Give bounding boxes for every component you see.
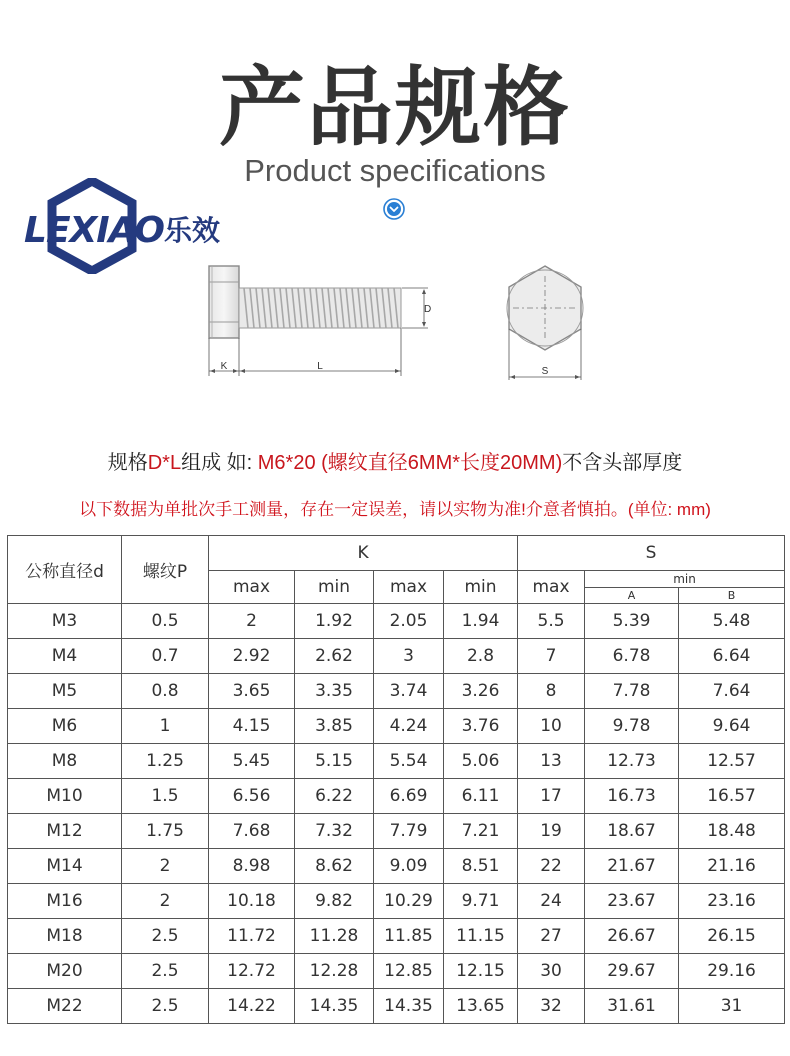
spec-description <box>0 446 790 475</box>
table-cell: 1.5 <box>122 779 209 814</box>
table-cell: M3 <box>8 604 122 639</box>
table-cell: 5.39 <box>585 604 679 639</box>
table-row <box>8 919 785 954</box>
table-cell: 2.8 <box>444 639 518 674</box>
table-cell: 3.26 <box>444 674 518 709</box>
svg-text:乐效: 乐效 <box>164 214 221 247</box>
table-row <box>8 604 785 639</box>
table-cell: 1.75 <box>122 814 209 849</box>
table-cell: 2 <box>122 884 209 919</box>
table-cell: 13 <box>518 744 585 779</box>
table-row <box>8 954 785 989</box>
table-cell: 2.5 <box>122 954 209 989</box>
table-cell: 19 <box>518 814 585 849</box>
table-cell: 2.05 <box>374 604 444 639</box>
svg-text:LEXIAO: LEXIAO <box>24 210 165 251</box>
table-row <box>8 849 785 884</box>
table-cell: M16 <box>8 884 122 919</box>
table-cell: 7.79 <box>374 814 444 849</box>
header-k-min-1: min <box>295 571 374 604</box>
table-cell: 0.8 <box>122 674 209 709</box>
table-cell: 29.16 <box>679 954 785 989</box>
table-cell: 3 <box>374 639 444 674</box>
table-cell: 30 <box>518 954 585 989</box>
header-pitch: 螺纹P <box>122 536 209 604</box>
spec-table <box>7 535 785 1024</box>
table-cell: 7 <box>518 639 585 674</box>
header-k: K <box>209 536 518 571</box>
table-row <box>8 674 785 709</box>
header-diameter: 公称直径d <box>8 536 122 604</box>
spec-suffix: 不含头部厚度 <box>562 452 683 474</box>
table-cell: 29.67 <box>585 954 679 989</box>
table-cell: 18.67 <box>585 814 679 849</box>
table-row <box>8 884 785 919</box>
table-cell: 1.25 <box>122 744 209 779</box>
table-cell: 1.92 <box>295 604 374 639</box>
header-s-min: min <box>585 571 785 588</box>
table-cell: 8.51 <box>444 849 518 884</box>
table-cell: 22 <box>518 849 585 884</box>
table-cell: 9.71 <box>444 884 518 919</box>
table-cell: M14 <box>8 849 122 884</box>
page-title: 产品规格 <box>219 58 571 158</box>
l-label: L <box>317 361 323 372</box>
table-cell: 23.16 <box>679 884 785 919</box>
table-cell: 3.85 <box>295 709 374 744</box>
table-cell: 9.09 <box>374 849 444 884</box>
table-cell: 9.82 <box>295 884 374 919</box>
table-cell: 10.29 <box>374 884 444 919</box>
spec-example: M6*20 (螺纹直径6MM*长度20MM) <box>257 452 563 474</box>
table-cell: 6.64 <box>679 639 785 674</box>
table-row <box>8 639 785 674</box>
table-cell: 11.85 <box>374 919 444 954</box>
table-cell: 14.35 <box>295 989 374 1024</box>
table-cell: 7.64 <box>679 674 785 709</box>
spec-dl: D*L <box>147 452 182 474</box>
table-cell: 27 <box>518 919 585 954</box>
table-cell: 3.65 <box>209 674 295 709</box>
header-s-min-b: B <box>679 587 785 604</box>
table-cell: 6.22 <box>295 779 374 814</box>
table-cell: 2 <box>122 849 209 884</box>
measurement-note: 以下数据为单批次手工测量，存在一定误差，请以实物为准!介意者慎拍。(单位: mm) <box>79 500 711 519</box>
table-cell: 11.15 <box>444 919 518 954</box>
table-cell: 2.92 <box>209 639 295 674</box>
header-k-max-2: max <box>374 571 444 604</box>
table-cell: 26.15 <box>679 919 785 954</box>
spec-mid: 组成 如: <box>181 452 258 474</box>
header-s: S <box>518 536 785 571</box>
table-cell: 4.15 <box>209 709 295 744</box>
table-cell: 18.48 <box>679 814 785 849</box>
table-cell: 2.62 <box>295 639 374 674</box>
table-cell: 7.68 <box>209 814 295 849</box>
table-cell: 6.69 <box>374 779 444 814</box>
table-cell: 0.5 <box>122 604 209 639</box>
header-s-min-a: A <box>585 587 679 604</box>
table-cell: 8.98 <box>209 849 295 884</box>
table-cell: 5.5 <box>518 604 585 639</box>
table-cell: 12.57 <box>679 744 785 779</box>
table-cell: M10 <box>8 779 122 814</box>
table-cell: 1 <box>122 709 209 744</box>
table-cell: 31 <box>679 989 785 1024</box>
table-cell: 10 <box>518 709 585 744</box>
table-cell: 11.72 <box>209 919 295 954</box>
table-cell: M12 <box>8 814 122 849</box>
table-cell: 21.16 <box>679 849 785 884</box>
table-cell: M22 <box>8 989 122 1024</box>
table-cell: 12.85 <box>374 954 444 989</box>
table-cell: 4.24 <box>374 709 444 744</box>
table-cell: 2.5 <box>122 989 209 1024</box>
table-cell: 16.73 <box>585 779 679 814</box>
table-cell: 31.61 <box>585 989 679 1024</box>
table-cell: 14.22 <box>209 989 295 1024</box>
table-cell: M6 <box>8 709 122 744</box>
table-row <box>8 814 785 849</box>
chevron-down-icon[interactable] <box>383 198 405 220</box>
table-cell: 32 <box>518 989 585 1024</box>
table-cell: 14.35 <box>374 989 444 1024</box>
header-k-min-2: min <box>444 571 518 604</box>
table-cell: 16.57 <box>679 779 785 814</box>
table-cell: 0.7 <box>122 639 209 674</box>
table-cell: 5.06 <box>444 744 518 779</box>
table-row <box>8 744 785 779</box>
table-cell: 6.78 <box>585 639 679 674</box>
table-cell: 26.67 <box>585 919 679 954</box>
table-row <box>8 709 785 744</box>
table-cell: 3.76 <box>444 709 518 744</box>
table-cell: 8 <box>518 674 585 709</box>
table-cell: 5.54 <box>374 744 444 779</box>
table-cell: 13.65 <box>444 989 518 1024</box>
table-cell: 6.56 <box>209 779 295 814</box>
table-cell: 5.45 <box>209 744 295 779</box>
table-cell: 1.94 <box>444 604 518 639</box>
bolt-front-drawing <box>495 258 595 380</box>
table-row <box>8 779 785 814</box>
table-cell: 3.35 <box>295 674 374 709</box>
table-cell: 7.78 <box>585 674 679 709</box>
table-cell: 23.67 <box>585 884 679 919</box>
table-cell: M20 <box>8 954 122 989</box>
table-cell: M5 <box>8 674 122 709</box>
table-cell: 24 <box>518 884 585 919</box>
table-cell: 12.72 <box>209 954 295 989</box>
table-cell: 12.28 <box>295 954 374 989</box>
spec-prefix: 规格 <box>107 452 148 474</box>
table-cell: 11.28 <box>295 919 374 954</box>
header-k-max-1: max <box>209 571 295 604</box>
table-cell: 12.73 <box>585 744 679 779</box>
table-cell: M18 <box>8 919 122 954</box>
table-cell: 5.15 <box>295 744 374 779</box>
table-cell: 7.32 <box>295 814 374 849</box>
table-cell: 8.62 <box>295 849 374 884</box>
table-cell: 6.11 <box>444 779 518 814</box>
table-cell: 10.18 <box>209 884 295 919</box>
k-label: K <box>220 361 228 372</box>
table-cell: 17 <box>518 779 585 814</box>
table-cell: 9.78 <box>585 709 679 744</box>
table-cell: 12.15 <box>444 954 518 989</box>
table-cell: M4 <box>8 639 122 674</box>
table-cell: 21.67 <box>585 849 679 884</box>
table-cell: 9.64 <box>679 709 785 744</box>
table-row <box>8 989 785 1024</box>
header-s-max: max <box>518 571 585 604</box>
table-cell: M8 <box>8 744 122 779</box>
d-label: D <box>424 304 432 315</box>
table-cell: 2 <box>209 604 295 639</box>
page-subtitle: Product specifications <box>244 153 546 188</box>
table-cell: 5.48 <box>679 604 785 639</box>
table-cell: 2.5 <box>122 919 209 954</box>
s-label: S <box>541 366 549 377</box>
table-cell: 3.74 <box>374 674 444 709</box>
bolt-side-drawing <box>200 258 440 380</box>
table-cell: 7.21 <box>444 814 518 849</box>
